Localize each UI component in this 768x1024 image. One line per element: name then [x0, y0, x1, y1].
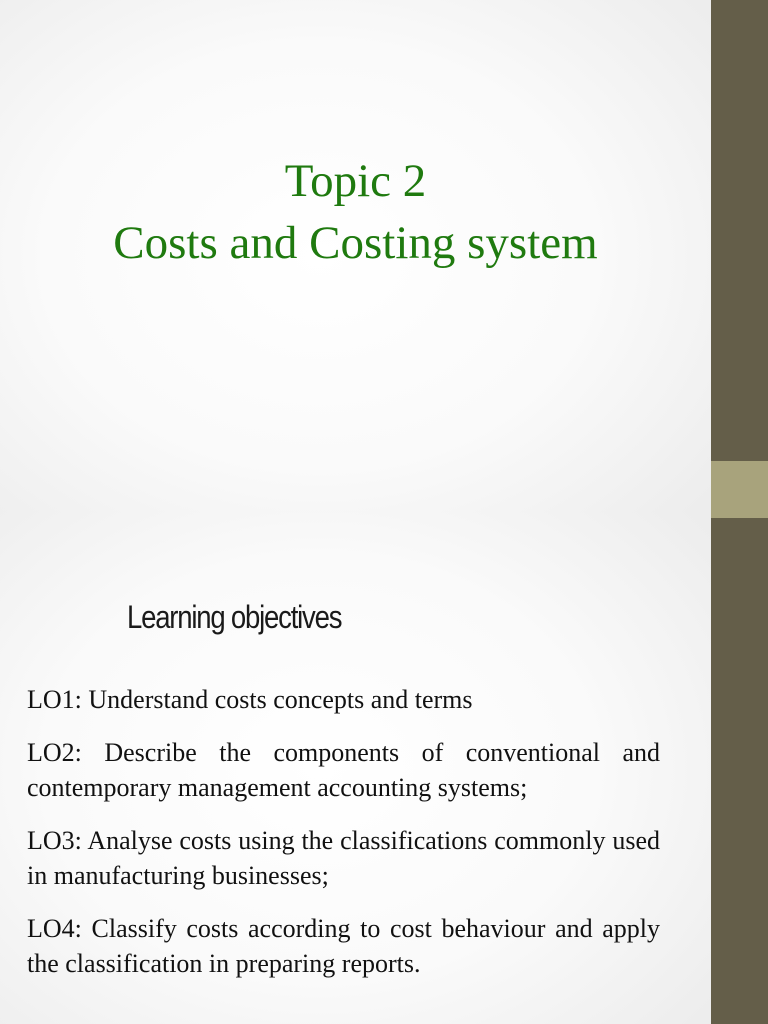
- objectives-heading: Learning objectives: [127, 599, 342, 635]
- topic-title: Costs and Costing system: [113, 217, 598, 269]
- objective-lo2: LO2: Describe the components of conventional and contemporary management accounting systems;: [27, 738, 660, 802]
- objective-lo4: LO4: Classify costs according to cost behaviour and apply the classification in preparing reports.: [27, 914, 660, 978]
- topic-number: Topic 2: [284, 155, 427, 207]
- slide-title: [0, 150, 711, 274]
- objective-lo1: LO1: Understand costs concepts and terms: [27, 685, 473, 714]
- side-bar-accent: [711, 461, 768, 518]
- objectives-list: [27, 682, 660, 999]
- objectives-slide: [0, 512, 711, 1024]
- title-slide: [0, 0, 711, 512]
- objective-lo3: LO3: Analyse costs using the classifications commonly used in manufacturing businesses;: [27, 826, 660, 890]
